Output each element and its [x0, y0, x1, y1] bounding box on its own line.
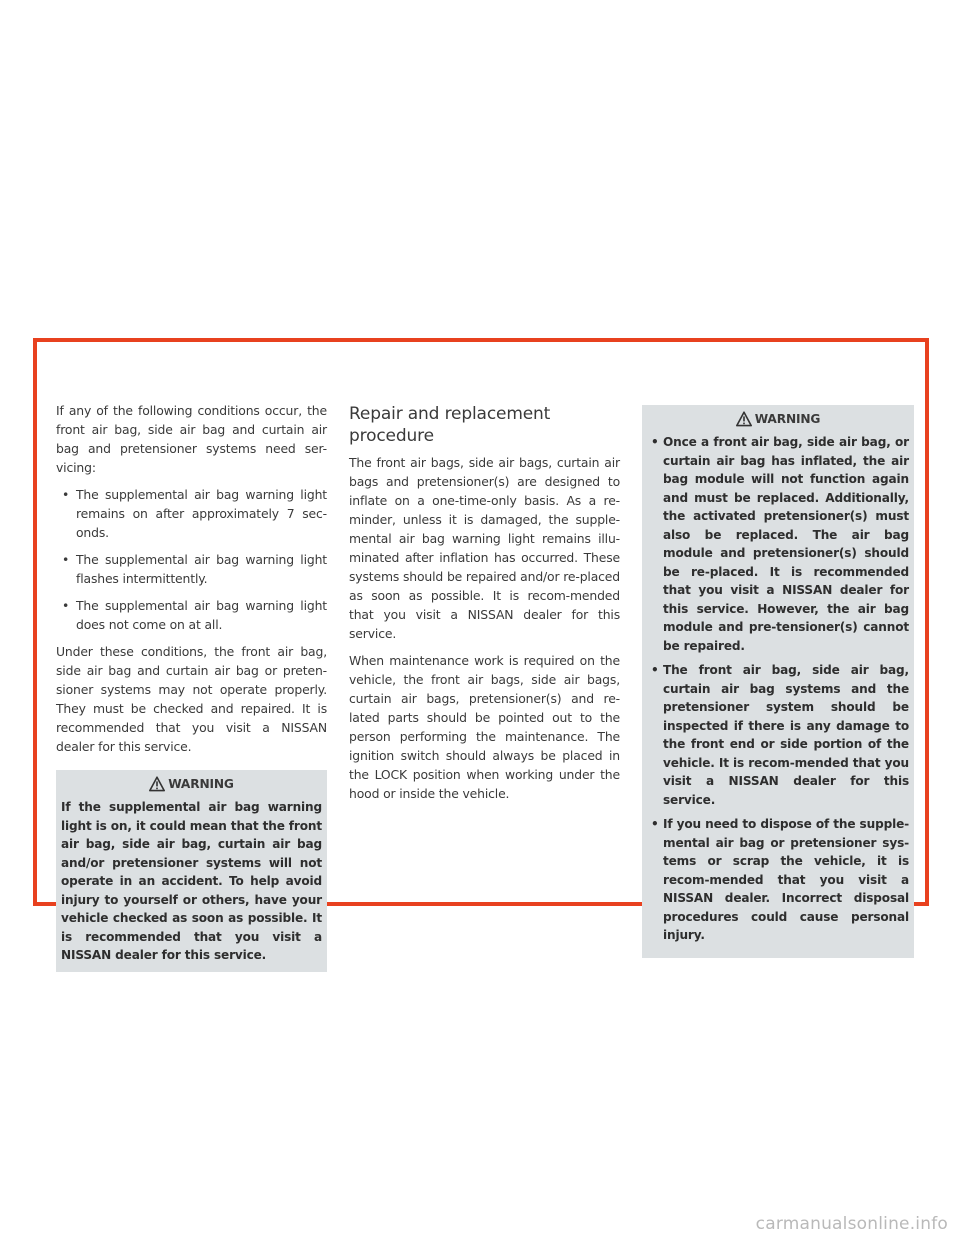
warning-text: If the supplemental air bag warning light is on, it could mean that the front air bag, side air bag, curtain air bag and/or pretensioner systems will not operate in an accident. To help avoid injury to yourself or others, have your vehicle checked as soon as possible. It is recommended that you visit a NISSAN dealer for this service.	[61, 800, 322, 962]
warning-triangle-icon	[736, 411, 752, 427]
list-item: • The supplemental air bag warning light flashes intermittently.	[56, 550, 327, 588]
warning-box	[642, 405, 914, 958]
section-heading: Repair and replacement procedure	[349, 404, 551, 446]
column-left	[56, 401, 327, 972]
warning-box	[56, 770, 327, 972]
list-item: • The supplemental air bag warning light does not come on at all.	[56, 596, 327, 634]
warning-list	[647, 433, 909, 945]
warning-header	[61, 774, 322, 794]
column-right	[642, 405, 914, 958]
warning-title: WARNING	[754, 411, 821, 426]
warning-header	[647, 409, 909, 429]
list-item: • The front air bag, side air bag, curtain air bag systems and the pretensioner system should be inspected if there is any damage to the front end or side portion of the vehicle. It is recom-mended that you visit a NISSAN dealer for this service.	[647, 661, 909, 809]
list-item: • The supplemental air bag warning light remains on after approximately 7 sec-onds.	[56, 485, 327, 542]
maintenance-paragraph: When maintenance work is required on the vehicle, the front air bags, side air bags, curtain air bags, pretensioner(s) and re-lated parts should be pointed out to the person performing the maintenance. The ignition switch should always be placed in the LOCK position when working under the hood or inside the vehicle.	[349, 653, 620, 801]
conditions-paragraph: Under these conditions, the front air bag, side air bag and curtain air bag or preten-sioner systems may not operate properly. They must be checked and repaired. It is recommended that you visit a NISSAN dealer for this service.	[56, 644, 327, 754]
repair-paragraph: The front air bags, side air bags, curtain air bags and pretensioner(s) are designed to inflate on a one-time-only basis. As a re-minder, unless it is damaged, the supple-mental air bag warning light remains illu-minated after inflation has occurred. These systems should be repaired and/or re-placed as soon as possible. It is recom-mended that you visit a NISSAN dealer for this service.	[349, 455, 620, 641]
watermark: carmanualsonline.info	[755, 1214, 948, 1234]
warning-title: WARNING	[168, 776, 234, 791]
list-item: • Once a front air bag, side air bag, or curtain air bag has inflated, the air bag module will not function again and must be replaced. Additionally, the activated pretensioner(s) must also be replaced. The air bag module and pretensioner(s) should be re-placed. It is recommended that you visit a NISSAN dealer for this service. However, the air bag module and pre-tensioner(s) cannot be repaired.	[647, 433, 909, 655]
column-middle	[349, 403, 620, 811]
condition-list	[56, 485, 327, 634]
list-item: • If you need to dispose of the supple-mental air bag or pretensioner sys-tems or scrap the vehicle, it is recom-mended that you visit a NISSAN dealer. Incorrect disposal procedures could cause personal injury.	[647, 815, 909, 945]
intro-paragraph: If any of the following conditions occur, the front air bag, side air bag and curtain air bag and pretensioner systems need ser-vicing:	[56, 403, 327, 475]
warning-triangle-icon	[149, 776, 165, 792]
